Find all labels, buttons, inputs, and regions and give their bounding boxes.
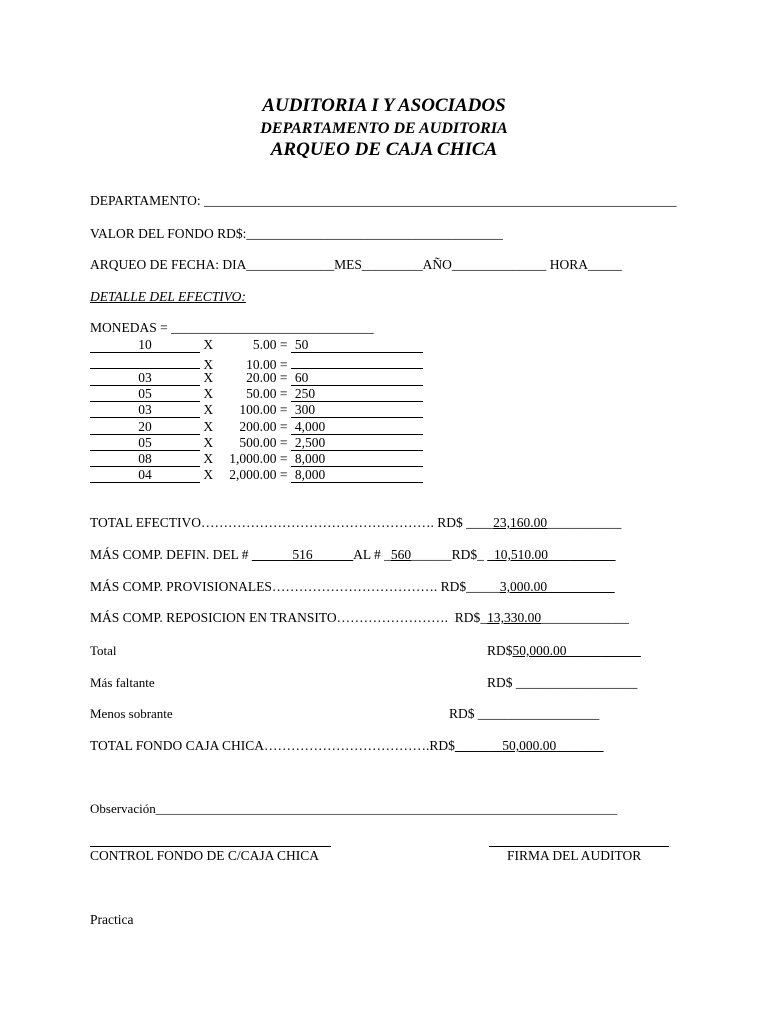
denomination-qty[interactable]: 05 <box>90 386 200 402</box>
comp-defin-value: 10,510.00 <box>494 547 549 562</box>
denomination-value: 50.00 <box>246 385 277 401</box>
denomination-qty[interactable]: 05 <box>90 435 200 451</box>
denomination-total[interactable] <box>291 353 423 369</box>
equals-sign: = <box>276 369 291 385</box>
total-efectivo-row: TOTAL EFECTIVO……………………………………………. RD$ ____23,160.00___________ <box>90 515 622 530</box>
total-fondo-row: TOTAL FONDO CAJA CHICA……………………………….RD$_______50,000.00_______ <box>90 738 604 753</box>
provisionales-value: 3,000.00 <box>499 579 548 594</box>
denomination-total[interactable]: 250 <box>291 386 423 402</box>
total-value: 50,000.00 <box>512 643 567 658</box>
denomination-qty[interactable]: 20 <box>90 419 200 435</box>
comp-defin-row: MÁS COMP. DEFIN. DEL # ______516______AL # _560______RD$_ _10,510.00__________ <box>90 547 616 562</box>
multiply-sign: X <box>200 357 217 373</box>
comp-defin-al: AL # <box>353 547 381 562</box>
comp-defin-rd: RD$_ <box>451 547 484 562</box>
total-label: Total <box>90 643 117 658</box>
denomination-row <box>90 337 423 353</box>
multiply-sign: X <box>200 385 217 401</box>
valor-fondo-field[interactable]: VALOR DEL FONDO RD$:______________________________________ <box>90 226 503 241</box>
sobrante-label: Menos sobrante <box>90 706 173 721</box>
denomination-total[interactable]: 50 <box>291 337 423 353</box>
page-title: ARQUEO DE CAJA CHICA <box>270 139 498 160</box>
denomination-qty[interactable] <box>90 353 200 369</box>
faltante-label: Más faltante <box>90 675 155 690</box>
denomination-qty[interactable]: 08 <box>90 451 200 467</box>
equals-sign: = <box>276 337 291 352</box>
denomination-total[interactable]: 300 <box>291 402 423 418</box>
denomination-row <box>90 386 423 402</box>
denomination-total[interactable]: 8,000 <box>291 451 423 467</box>
reposicion-row: MÁS COMP. REPOSICION EN TRANSITO……………………. RD$_13,330.00_____________ <box>90 610 629 625</box>
observacion-field[interactable]: Observación_______________________________________________________________________ <box>90 801 618 816</box>
equals-sign: = <box>276 434 291 450</box>
denomination-value: 10.00 <box>246 357 277 373</box>
monedas-label: MONEDAS = ______________________________ <box>90 320 374 335</box>
reposicion-label: MÁS COMP. REPOSICION EN TRANSITO……………………. RD$ <box>90 610 481 625</box>
multiply-sign: X <box>200 369 217 385</box>
sobrante-field[interactable]: RD$ __________________ <box>449 706 600 721</box>
denomination-row <box>90 402 423 418</box>
multiply-sign: X <box>200 402 217 418</box>
equals-sign: = <box>276 402 291 418</box>
multiply-sign: X <box>200 337 217 352</box>
denomination-value: 5.00 <box>252 337 277 352</box>
denomination-value: 1,000.00 <box>229 451 277 467</box>
denomination-qty[interactable]: 03 <box>90 370 200 386</box>
denomination-total[interactable]: 60 <box>291 370 423 386</box>
reposicion-value: 13,330.00 <box>487 610 542 625</box>
denomination-row <box>90 419 423 435</box>
denomination-value: 500.00 <box>239 434 277 450</box>
denomination-total[interactable]: 4,000 <box>291 419 423 435</box>
total-fondo-value: 50,000.00 <box>502 738 557 753</box>
equals-sign: = <box>276 385 291 401</box>
control-signature-line <box>90 846 331 847</box>
total-efectivo-value: 23,160.00 <box>493 515 548 530</box>
multiply-sign: X <box>200 451 217 467</box>
detalle-heading: DETALLE DEL EFECTIVO: <box>90 289 246 304</box>
denomination-value: 200.00 <box>239 418 277 434</box>
provisionales-label: MÁS COMP. PROVISIONALES………………………………. RD$ <box>90 579 467 594</box>
denomination-row <box>90 467 423 483</box>
firm-name: AUDITORIA I Y ASOCIADOS <box>262 95 506 116</box>
total-value-row: RD$50,000.00___________ <box>487 643 641 658</box>
equals-sign: = <box>276 418 291 434</box>
denomination-qty[interactable]: 03 <box>90 402 200 418</box>
department-name: DEPARTAMENTO DE AUDITORIA <box>260 120 508 137</box>
equals-sign: = <box>276 357 291 373</box>
multiply-sign: X <box>200 418 217 434</box>
total-rd: RD$ <box>487 643 513 658</box>
denomination-qty[interactable]: 10 <box>90 337 200 353</box>
faltante-field[interactable]: RD$ __________________ <box>487 675 638 690</box>
departamento-field[interactable]: DEPARTAMENTO: ______________________________________________________________________ <box>90 193 677 208</box>
equals-sign: = <box>276 451 291 467</box>
total-fondo-label: TOTAL FONDO CAJA CHICA……………………………….RD$ <box>90 738 455 753</box>
denomination-value: 100.00 <box>239 402 277 418</box>
comp-defin-to: 560 <box>390 547 412 562</box>
denomination-row <box>90 370 423 386</box>
control-signature-label: CONTROL FONDO DE C/CAJA CHICA <box>90 848 320 863</box>
comp-defin-label: MÁS COMP. DEFIN. DEL # <box>90 547 249 562</box>
denomination-total[interactable]: 8,000 <box>291 467 423 483</box>
provisionales-row: MÁS COMP. PROVISIONALES………………………………. RD$_____3,000.00__________ <box>90 579 615 594</box>
denomination-value: 20.00 <box>246 369 277 385</box>
denomination-value: 2,000.00 <box>229 467 277 483</box>
auditor-signature-line <box>489 846 669 847</box>
denomination-qty[interactable]: 04 <box>90 467 200 483</box>
auditor-signature-label: FIRMA DEL AUDITOR <box>507 848 642 863</box>
arqueo-fecha-field[interactable]: ARQUEO DE FECHA: DIA_____________MES_________AÑO______________ HORA_____ <box>90 257 622 272</box>
comp-defin-from: 516 <box>292 547 313 562</box>
footer-note: Practica <box>90 912 134 927</box>
equals-sign: = <box>276 467 291 483</box>
denomination-total[interactable]: 2,500 <box>291 435 423 451</box>
multiply-sign: X <box>200 434 217 450</box>
total-efectivo-label: TOTAL EFECTIVO……………………………………………. RD$ <box>90 515 463 530</box>
denomination-row <box>90 451 423 467</box>
multiply-sign: X <box>200 467 217 483</box>
denomination-row <box>90 435 423 451</box>
